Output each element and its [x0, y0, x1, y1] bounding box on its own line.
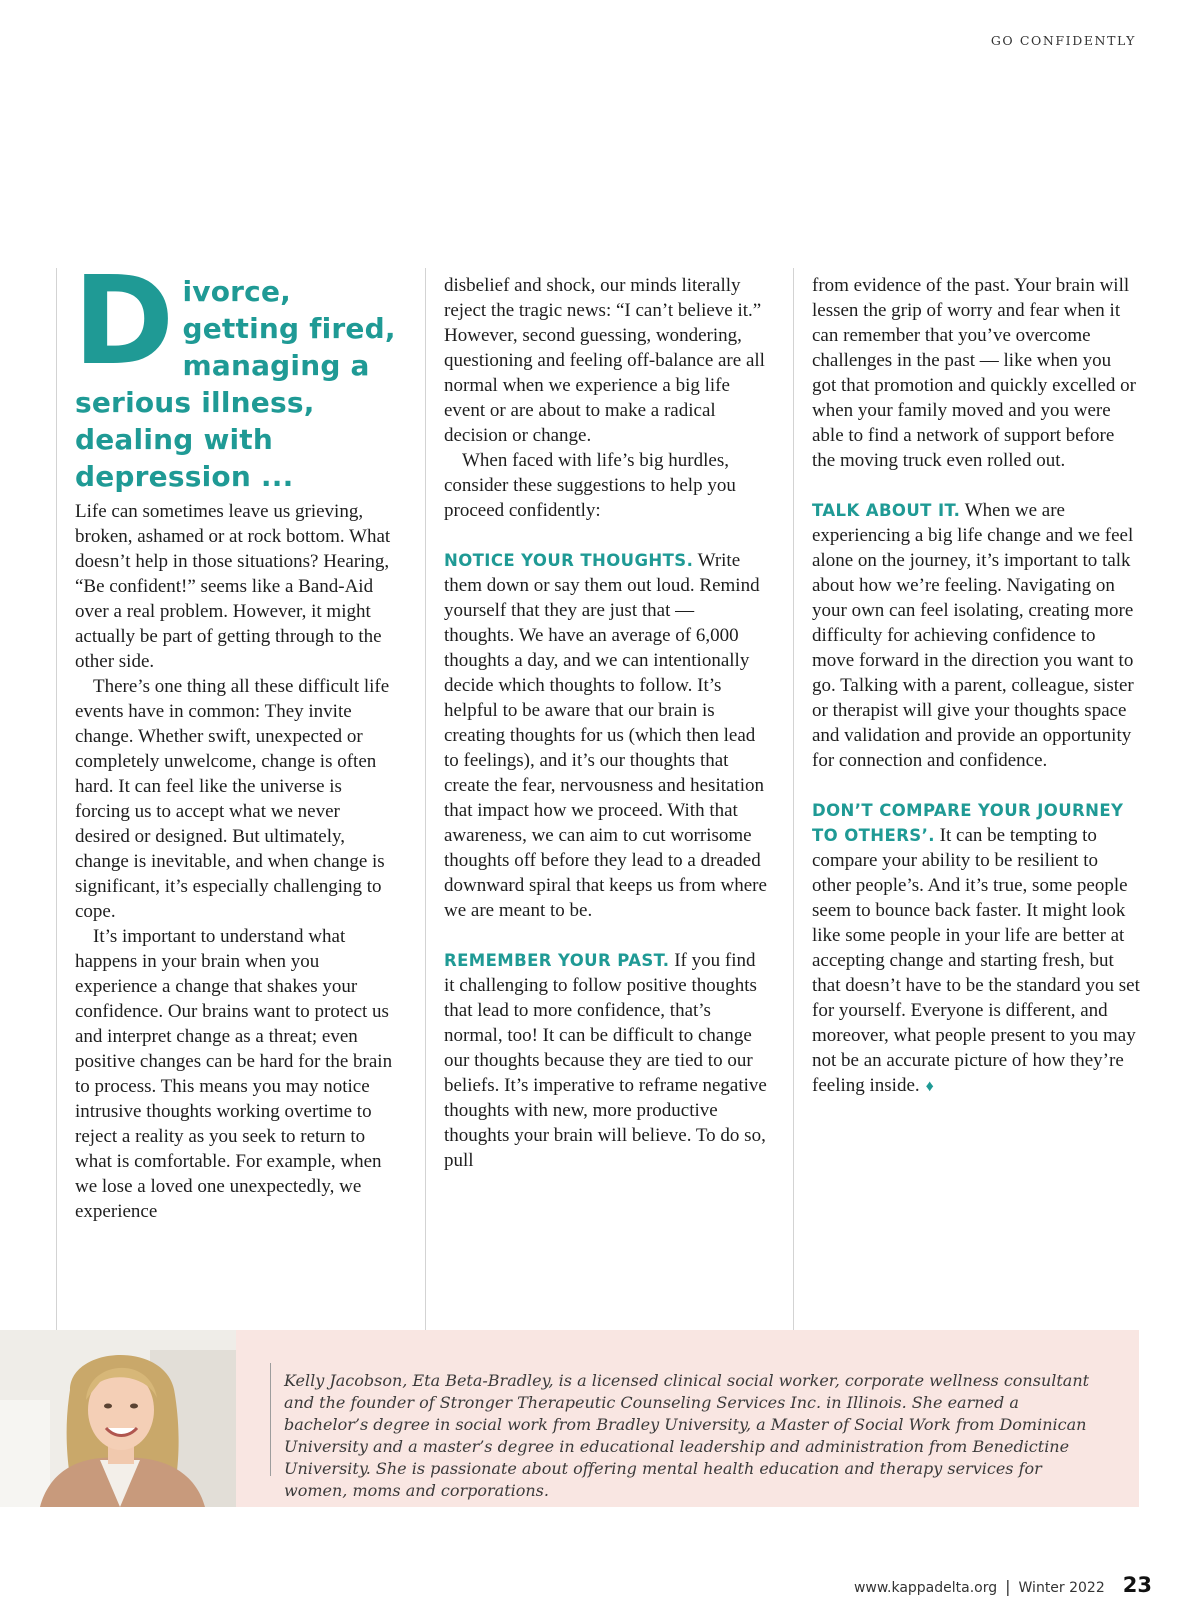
tip-body: It can be tempting to compare your ability to be resilient to other people’s. And it’s true, some people seem to bounce back faster. It might look like some people in your life are better at accepting change and starting fresh, but that doesn’t have to be the standard you set for yourself. Everyone is different, and moreover, what people present to you may not be an accurate picture of how they’re feeling inside. — [812, 825, 1140, 1096]
article-column-3 — [812, 273, 1140, 1099]
lead-text: ivorce, getting fired, managing a serious illness, dealing with depression ... — [75, 275, 396, 493]
body-paragraph: There’s one thing all these difficult life events have in common: They invite change. Whether swift, unexpected or completely unwelcome, change is often hard. It can feel like the universe is forcing us to accept what we never desired or designed. But ultimately, change is inevitable, and when change is significant, it’s especially challenging to cope. — [75, 676, 390, 922]
column-rule — [425, 268, 426, 1330]
body-paragraph: Life can sometimes leave us grieving, broken, ashamed or at rock bottom. What doesn’t help in those situations? Hearing, “Be confident!” seems like a Band-Aid over a real problem. However, it might actually be part of getting through to the other side. — [75, 501, 391, 672]
tip-body: When we are experiencing a big life change and we feel alone on the journey, it’s important to talk about how we’re feeling. Navigating on your own can feel isolating, creating more difficulty for achieving confidence to move forward in the direction you want to go. Talking with a parent, colleague, sister or therapist will give your thoughts space and validation and provide an opportunity for connection and confidence. — [812, 500, 1134, 771]
footer-website: www.kappadelta.org — [853, 1580, 998, 1596]
author-photo — [0, 1330, 236, 1507]
tip-paragraph — [812, 498, 1140, 773]
author-bio-text: Kelly Jacobson, Eta Beta-Bradley, is a licensed clinical social worker, corporate wellness consultant and the founder of Stronger Therapeutic Counseling Services Inc. in Illinois. She earned a bachelor’s degree in social work from Bradley University, a Master of Social Work from Dominican University and a master’s degree in educational leadership and administration from Benedictine University. She is passionate about offering mental health education and therapy services for women, moms and corporations. — [284, 1371, 1090, 1500]
tip-paragraph — [812, 798, 1140, 1099]
author-portrait-icon — [0, 1330, 236, 1507]
tip-heading: NOTICE YOUR THOUGHTS. — [444, 551, 694, 570]
tip-heading: TALK ABOUT IT. — [812, 501, 961, 520]
column-rule — [56, 268, 57, 1330]
body-paragraph: It’s important to understand what happens in your brain when you experience a change that shakes your confidence. Our brains want to protect us and interpret change as a threat; even positive changes can be hard for the brain to process. This means you may notice intrusive thoughts working overtime to reject a reality as you seek to return to what is comfortable. For example, when we lose a loved one unexpectedly, we experience — [75, 926, 393, 1222]
footer-issue: Winter 2022 — [1018, 1580, 1105, 1596]
drop-cap: D — [73, 250, 175, 392]
page-footer — [854, 1573, 1152, 1597]
article-column-1 — [73, 250, 397, 1224]
article-lead — [73, 250, 397, 495]
tip-paragraph — [444, 948, 768, 1173]
tip-heading: REMEMBER YOUR PAST. — [444, 951, 670, 970]
column-rule — [793, 268, 794, 1330]
tip-heading: DON’T COMPARE YOUR JOURNEY TO OTHERS’. — [812, 801, 1124, 845]
body-paragraph: When faced with life’s big hurdles, consider these suggestions to help you proceed confidently: — [444, 450, 736, 521]
end-mark-icon: ♦ — [925, 1078, 934, 1095]
bio-divider — [270, 1363, 271, 1476]
author-bio-box — [0, 1330, 1139, 1507]
body-paragraph: from evidence of the past. Your brain will lessen the grip of worry and fear when it can remember that you’ve overcome challenges in the past — like when you got that promotion and quickly excelled or when your family moved and you were able to find a network of support before the moving truck even rolled out. — [812, 275, 1136, 471]
body-paragraph: disbelief and shock, our minds literally reject the tragic news: “I can’t believe it.” However, second guessing, wondering, questioning and feeling off-balance are all normal when we experience a big life event or are about to make a radical decision or change. — [444, 275, 765, 446]
page-number: 23 — [1122, 1573, 1152, 1597]
tip-body: Write them down or say them out loud. Remind yourself that they are just that — thoughts. We have an average of 6,000 thoughts a day, and we can intentionally decide which thoughts to follow. It’s helpful to be aware that our brain is creating thoughts for us (which then lead to feelings), and it’s our thoughts that create the fear, nervousness and hesitation that impact how we proceed. With that awareness, we can aim to cut worrisome thoughts off before they lead to a dreaded downward spiral that keeps us from where we are meant to be. — [444, 550, 767, 921]
article-column-2 — [444, 273, 768, 1173]
tip-paragraph — [444, 548, 768, 923]
footer-separator: | — [1005, 1577, 1011, 1596]
running-head: GO CONFIDENTLY — [990, 33, 1136, 48]
tip-body: If you find it challenging to follow positive thoughts that lead to more confidence, that’s normal, too! It can be difficult to change our thoughts because they are tied to our beliefs. It’s imperative to reframe negative thoughts with new, more productive thoughts your brain will believe. To do so, pull — [444, 950, 767, 1171]
